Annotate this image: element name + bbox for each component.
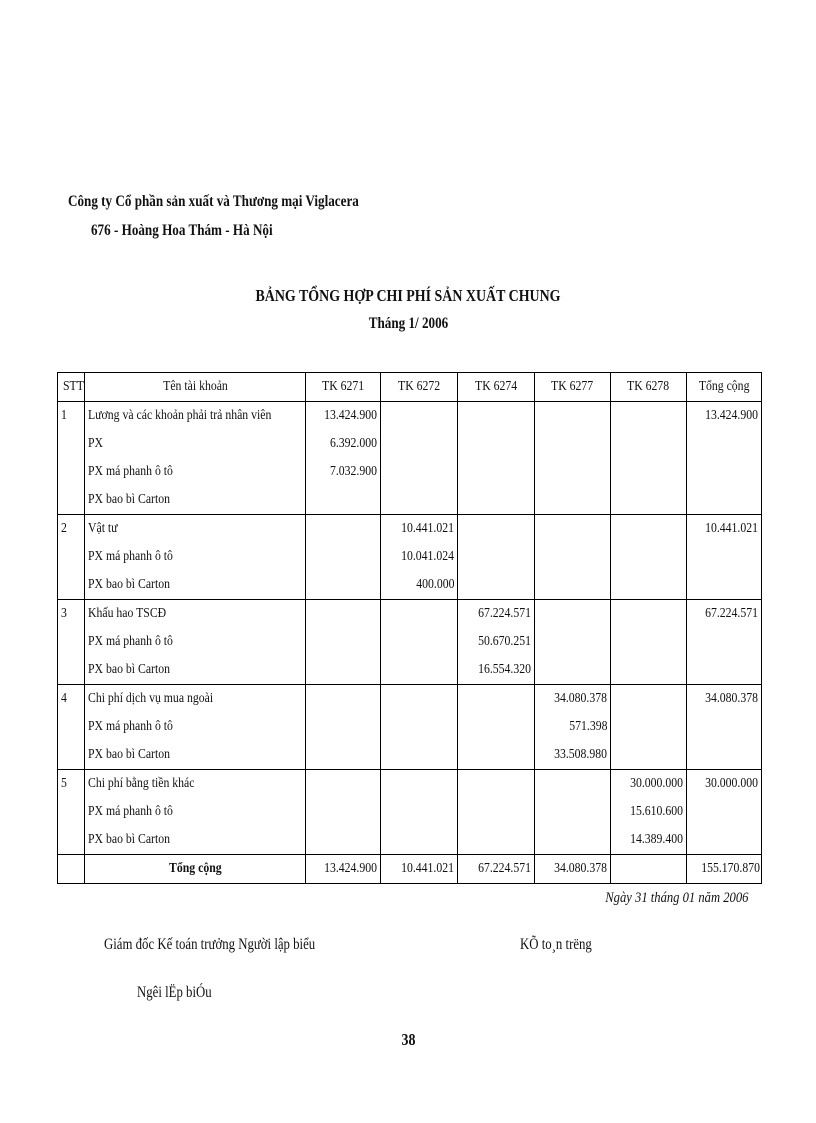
- table-cell: [85, 628, 306, 656]
- table-cell: [687, 741, 762, 770]
- cell-text: PX bao bì Carton: [88, 832, 170, 847]
- signatories-left-wrap: [104, 936, 368, 954]
- cell-text: 2: [61, 521, 67, 536]
- table-cell: [535, 713, 611, 741]
- table-cell: [535, 685, 611, 714]
- table-cell: [687, 798, 762, 826]
- report-title: BẢNG TỔNG HỢP CHI PHÍ SẢN XUẤT CHUNG: [255, 286, 561, 305]
- column-header: [458, 373, 535, 402]
- signatory-preparer-wrap: [137, 984, 230, 1002]
- cell-text: 30.000.000: [705, 776, 758, 791]
- table-cell: [381, 486, 458, 515]
- table-cell: [687, 770, 762, 799]
- report-date: Ngày 31 tháng 01 năm 2006: [604, 890, 748, 906]
- table-cell: [381, 543, 458, 571]
- cell-text: 13.424.900: [705, 408, 758, 423]
- column-header-label: TK 6278: [627, 379, 670, 394]
- table-cell: [611, 515, 687, 544]
- table-cell: [535, 770, 611, 799]
- table-cell: [458, 571, 535, 600]
- table-row: [58, 685, 762, 714]
- column-header: [85, 373, 306, 402]
- total-cell-text: 13.424.900: [324, 861, 377, 876]
- table-cell: [687, 600, 762, 629]
- total-cell-text: 67.224.571: [478, 861, 531, 876]
- cell-text: PX má phanh ô tô: [88, 549, 173, 564]
- cell-text: 13.424.900: [324, 408, 377, 423]
- table-cell: [58, 798, 85, 826]
- table-cell: [458, 543, 535, 571]
- table-cell: [58, 770, 85, 799]
- table-cell: [687, 826, 762, 855]
- column-header: [611, 373, 687, 402]
- table-cell: [687, 515, 762, 544]
- cell-text: 14.389.400: [630, 832, 683, 847]
- table-cell: [611, 600, 687, 629]
- table-cell: [306, 685, 381, 714]
- signatory-preparer: Ngêi lËp biÓu: [137, 984, 212, 1001]
- table-cell: [458, 628, 535, 656]
- table-cell: [306, 571, 381, 600]
- table-cell: [306, 486, 381, 515]
- cell-text: 67.224.571: [478, 606, 531, 621]
- table-cell: [458, 798, 535, 826]
- cell-text: 10.441.021: [401, 521, 454, 536]
- table-cell: [306, 430, 381, 458]
- cell-text: PX má phanh ô tô: [88, 719, 173, 734]
- table-cell: [687, 571, 762, 600]
- table-cell: [535, 543, 611, 571]
- table-cell: [381, 826, 458, 855]
- cell-text: PX má phanh ô tô: [88, 804, 173, 819]
- header-row: [58, 373, 762, 402]
- cell-text: 34.080.378: [705, 691, 758, 706]
- cell-text: Chi phí bằng tiền khác: [88, 776, 195, 791]
- table-cell: [85, 826, 306, 855]
- table-row: [58, 402, 762, 431]
- table-cell: [687, 543, 762, 571]
- table-cell: [85, 798, 306, 826]
- table-cell: [611, 770, 687, 799]
- table-cell: [85, 713, 306, 741]
- cell-text: PX: [88, 436, 104, 451]
- table-cell: [687, 486, 762, 515]
- table-row: [58, 515, 762, 544]
- table-row: [58, 741, 762, 770]
- cell-text: 34.080.378: [554, 691, 607, 706]
- table-cell: [381, 600, 458, 629]
- table-cell: [381, 685, 458, 714]
- cell-text: 67.224.571: [705, 606, 758, 621]
- table-cell: [306, 515, 381, 544]
- table-cell: [535, 798, 611, 826]
- table-row: [58, 656, 762, 685]
- table-cell: [85, 515, 306, 544]
- table-cell: [381, 628, 458, 656]
- table-cell: [611, 543, 687, 571]
- table-header: [58, 373, 762, 402]
- table-cell: [611, 685, 687, 714]
- table-cell: [687, 656, 762, 685]
- table-cell: [306, 628, 381, 656]
- table-cell: [611, 826, 687, 855]
- table-cell: [381, 515, 458, 544]
- total-cell: [306, 855, 381, 884]
- signatory-right-wrap: [520, 936, 610, 954]
- table-row: [58, 458, 762, 486]
- table-cell: [687, 713, 762, 741]
- report-title-wrap: [0, 286, 816, 306]
- total-cell: [58, 855, 85, 884]
- table-cell: [58, 628, 85, 656]
- cell-text: 10.041.024: [401, 549, 454, 564]
- table-cell: [458, 713, 535, 741]
- table-cell: [306, 402, 381, 431]
- table-cell: [611, 741, 687, 770]
- table-cell: [58, 826, 85, 855]
- total-cell: [687, 855, 762, 884]
- table-row: [58, 486, 762, 515]
- total-cell-text: 155.170.870: [701, 861, 760, 876]
- table-cell: [611, 430, 687, 458]
- table-cell: [381, 430, 458, 458]
- table-cell: [58, 685, 85, 714]
- total-cell-text: 10.441.021: [401, 861, 454, 876]
- cell-text: 6.392.000: [329, 436, 377, 451]
- table-cell: [687, 685, 762, 714]
- table-cell: [306, 458, 381, 486]
- table-cell: [611, 656, 687, 685]
- cell-text: PX bao bì Carton: [88, 747, 170, 762]
- cell-text: 10.441.021: [705, 521, 758, 536]
- cell-text: 16.554.320: [478, 662, 531, 677]
- table-cell: [85, 600, 306, 629]
- table-cell: [535, 600, 611, 629]
- table-cell: [85, 402, 306, 431]
- table-cell: [687, 430, 762, 458]
- table-cell: [458, 770, 535, 799]
- cell-text: 4: [61, 691, 67, 706]
- table-row: [58, 600, 762, 629]
- table-cell: [535, 458, 611, 486]
- table-cell: [535, 486, 611, 515]
- table-cell: [535, 826, 611, 855]
- report-period-wrap: [0, 315, 816, 333]
- table-cell: [58, 741, 85, 770]
- table-cell: [58, 430, 85, 458]
- table-cell: [306, 543, 381, 571]
- cell-text: Lương và các khoản phải trả nhân viên: [88, 408, 272, 423]
- cell-text: 400.000: [415, 577, 454, 592]
- table-cell: [85, 770, 306, 799]
- table-cell: [611, 798, 687, 826]
- table-cell: [381, 458, 458, 486]
- column-header-label: STT: [62, 379, 84, 394]
- cell-text: PX má phanh ô tô: [88, 634, 173, 649]
- cell-text: 33.508.980: [554, 747, 607, 762]
- cell-text: Chi phí dịch vụ mua ngoài: [88, 691, 214, 706]
- table-cell: [306, 798, 381, 826]
- cell-text: PX bao bì Carton: [88, 662, 170, 677]
- table-cell: [458, 458, 535, 486]
- cell-text: 5: [61, 776, 67, 791]
- total-cell-text: 34.080.378: [554, 861, 607, 876]
- table-cell: [85, 543, 306, 571]
- table-row: [58, 826, 762, 855]
- table-cell: [611, 458, 687, 486]
- table-row: [58, 430, 762, 458]
- table-cell: [58, 402, 85, 431]
- table-cell: [611, 486, 687, 515]
- table-cell: [458, 486, 535, 515]
- table-cell: [687, 402, 762, 431]
- table-cell: [85, 685, 306, 714]
- table-cell: [58, 571, 85, 600]
- table-cell: [58, 713, 85, 741]
- total-cell: [458, 855, 535, 884]
- table-cell: [458, 826, 535, 855]
- table-cell: [381, 741, 458, 770]
- total-cell: [85, 855, 306, 884]
- cell-text: 571.398: [568, 719, 607, 734]
- cost-summary-table: [57, 372, 762, 884]
- table-cell: [687, 628, 762, 656]
- table-cell: [535, 430, 611, 458]
- table-cell: [535, 741, 611, 770]
- table-cell: [306, 600, 381, 629]
- table-cell: [306, 713, 381, 741]
- table-cell: [381, 713, 458, 741]
- signatories-left: Giám đốc Kế toán trưởng Người lập biểu: [104, 936, 316, 953]
- report-period: Tháng 1/ 2006: [368, 315, 448, 332]
- table-cell: [85, 486, 306, 515]
- table-cell: [535, 402, 611, 431]
- page-number: 38: [401, 1030, 415, 1049]
- cell-text: 50.670.251: [478, 634, 531, 649]
- table-cell: [58, 458, 85, 486]
- column-header-label: Tên tài khoản: [162, 379, 228, 394]
- table-cell: [381, 571, 458, 600]
- table-cell: [58, 656, 85, 685]
- table-cell: [458, 430, 535, 458]
- table-cell: [381, 770, 458, 799]
- table-row: [58, 543, 762, 571]
- cell-text: 3: [61, 606, 67, 621]
- total-cell: [611, 855, 687, 884]
- table-cell: [611, 402, 687, 431]
- table-cell: [306, 826, 381, 855]
- cell-text: 7.032.900: [329, 464, 377, 479]
- table-cell: [458, 402, 535, 431]
- cell-text: PX má phanh ô tô: [88, 464, 173, 479]
- table-cell: [458, 515, 535, 544]
- table-cell: [381, 798, 458, 826]
- company-address: 676 - Hoàng Hoa Thám - Hà Nội: [91, 222, 273, 239]
- table-cell: [381, 656, 458, 685]
- table-cell: [58, 515, 85, 544]
- table-cell: [306, 741, 381, 770]
- cell-text: PX bao bì Carton: [88, 577, 170, 592]
- cell-text: 1: [61, 408, 67, 423]
- page-number-wrap: [0, 1030, 816, 1050]
- total-cell: [535, 855, 611, 884]
- column-header-label: TK 6274: [474, 379, 518, 394]
- total-cell: [381, 855, 458, 884]
- column-header-label: TK 6277: [551, 379, 594, 394]
- table-cell: [535, 515, 611, 544]
- table-row: [58, 571, 762, 600]
- table-cell: [58, 543, 85, 571]
- table-row: [58, 770, 762, 799]
- table-cell: [306, 656, 381, 685]
- table-cell: [85, 656, 306, 685]
- table-cell: [85, 571, 306, 600]
- column-header-label: Tổng cộng: [698, 379, 750, 394]
- table-body: [58, 402, 762, 884]
- cell-text: 15.610.600: [630, 804, 683, 819]
- table-row: [58, 628, 762, 656]
- table-cell: [458, 685, 535, 714]
- column-header: [687, 373, 762, 402]
- total-row: [58, 855, 762, 884]
- column-header-label: TK 6271: [321, 379, 365, 394]
- table-cell: [381, 402, 458, 431]
- table-cell: [458, 600, 535, 629]
- table-cell: [306, 770, 381, 799]
- cell-text: 30.000.000: [630, 776, 683, 791]
- report-date-wrap: [578, 890, 748, 907]
- table-cell: [85, 741, 306, 770]
- table-cell: [458, 741, 535, 770]
- table-cell: [611, 713, 687, 741]
- cell-text: Khấu hao TSCĐ: [88, 606, 167, 621]
- column-header-label: TK 6272: [397, 379, 441, 394]
- table-cell: [611, 571, 687, 600]
- column-header: [58, 373, 85, 402]
- total-cell-text: Tổng cộng: [168, 861, 222, 876]
- column-header: [535, 373, 611, 402]
- table-cell: [58, 486, 85, 515]
- table-cell: [535, 571, 611, 600]
- table-row: [58, 798, 762, 826]
- table-cell: [85, 458, 306, 486]
- table-cell: [85, 430, 306, 458]
- column-header: [381, 373, 458, 402]
- signatory-right: KÕ to¸n trëng: [520, 936, 592, 953]
- table-cell: [611, 628, 687, 656]
- table-cell: [458, 656, 535, 685]
- table-row: [58, 713, 762, 741]
- company-name: Công ty Cổ phần sản xuất và Thương mại Viglacera: [68, 193, 359, 210]
- table-cell: [535, 656, 611, 685]
- cell-text: Vật tư: [88, 521, 118, 536]
- table-cell: [535, 628, 611, 656]
- cell-text: PX bao bì Carton: [88, 492, 170, 507]
- table-cell: [687, 458, 762, 486]
- table-cell: [58, 600, 85, 629]
- column-header: [306, 373, 381, 402]
